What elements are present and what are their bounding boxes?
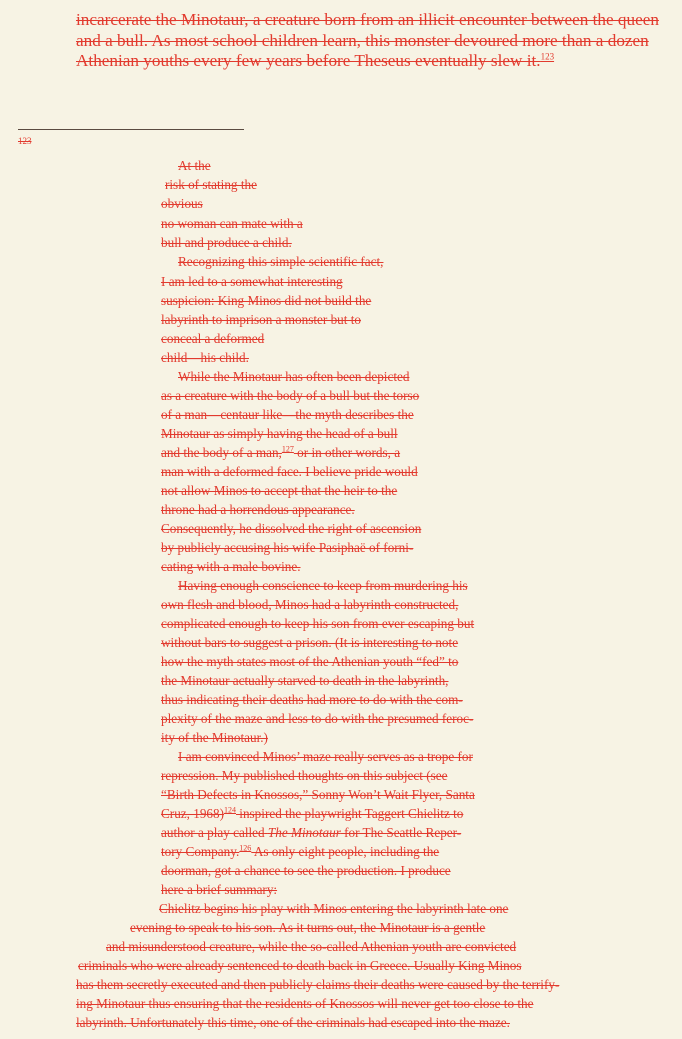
footnote-line: man with a deformed face. I believe pride would	[161, 464, 418, 479]
footnote-line: without bars to suggest a prison. (It is interesting to note	[161, 635, 459, 650]
footnote-line: Minotaur as simply having the head of a bull	[161, 426, 398, 441]
footnote-line: labyrinth to imprison a monster but to	[161, 312, 361, 327]
footnote-line: plexity of the maze and less to do with the presumed feroc-	[161, 711, 474, 726]
footnote-divider	[18, 129, 244, 130]
footnote-line: I am convinced Minos’ maze really serves as a trope for	[178, 749, 473, 764]
footnote-line: the Minotaur actually starved to death in the labyrinth,	[161, 673, 449, 688]
footnote-line: evening to speak to his son. As it turns out, the Minotaur is a gentle	[130, 920, 486, 935]
footnote-line: complicated enough to keep his son from ever escaping but	[161, 616, 475, 631]
line-text: author a play called	[161, 825, 265, 840]
footnote-line: ing Minotaur thus ensuring that the residents of Knossos will never get too close to the	[76, 996, 534, 1011]
play-title: The Minotaur	[267, 825, 341, 840]
footnote-number: 123	[18, 136, 32, 146]
line-text: or in other words, a	[293, 445, 401, 460]
footnote-line: criminals who were already sentenced to death back in Greece. Usually King Minos	[78, 958, 522, 973]
footnote-line: bull and produce a child.	[161, 235, 292, 250]
footnote-line: While the Minotaur has often been depicted	[178, 369, 410, 384]
footnote-line: repression. My published thoughts on this subject (see	[161, 768, 448, 783]
footnote-line: by publicly accusing his wife Pasiphaë of forni-	[161, 540, 414, 555]
footnote-line: ity of the Minotaur.)	[161, 730, 268, 745]
footnote-line: “Birth Defects in Knossos,” Sonny Won’t Wait Flyer, Santa	[161, 787, 475, 802]
line-text: inspired the playwright Taggert Chielitz to	[236, 806, 464, 821]
footnote-line: obvious	[161, 196, 203, 211]
footnote-line: how the myth states most of the Athenian youth “fed” to	[161, 654, 459, 669]
footnote-line: At the	[178, 158, 211, 173]
footnote-line: here a brief summary:	[161, 882, 278, 897]
footnote-line: cating with a male bovine.	[161, 559, 301, 574]
line-text: for The Seattle Reper-	[340, 825, 462, 840]
footnote-line: Recognizing this simple scientific fact,	[178, 254, 384, 269]
footnote-line: doorman, got a chance to see the production. I produce	[161, 863, 451, 878]
footnote-line: own flesh and blood, Minos had a labyrinth constructed,	[161, 597, 459, 612]
footnote-line: has them secretly executed and then publicly claims their deaths were caused by the terrify-	[76, 977, 560, 992]
line-text: Cruz, 1968)	[161, 806, 224, 821]
footnote-line: throne had a horrendous appearance.	[161, 502, 355, 517]
footnote-line: not allow Minos to accept that the heir to the	[161, 483, 398, 498]
footnote-ref: 126	[239, 843, 252, 853]
footnote-line: risk of stating the	[165, 177, 257, 192]
intro-paragraph	[76, 10, 660, 72]
footnote-ref: 124	[224, 805, 236, 815]
footnote-line: Consequently, he dissolved the right of ascension	[161, 521, 422, 536]
line-text: tory Company.	[161, 844, 240, 859]
footnote-line: Having enough conscience to keep from murdering his	[178, 578, 468, 593]
line-text: As only eight people, including the	[251, 844, 440, 859]
footnote-ref: 123	[540, 51, 555, 62]
footnote-line: and misunderstood creature, while the so-called Athenian youth are convicted	[106, 939, 517, 954]
footnote-line: I am led to a somewhat interesting	[161, 274, 343, 289]
footnote-line: Chielitz begins his play with Minos entering the labyrinth late one	[159, 901, 509, 916]
footnote-line	[161, 844, 439, 860]
footnote-line: labyrinth. Unfortunately this time, one of the criminals had escaped into the maze.	[76, 1015, 510, 1030]
footnote-line: conceal a deformed	[161, 331, 265, 346]
footnote-line: child—his child.	[161, 350, 249, 365]
footnote-line	[161, 825, 461, 841]
footnote-line: thus indicating their deaths had more to do with the com-	[161, 692, 463, 707]
footnote-ref: 127	[281, 444, 294, 454]
footnote-line: no woman can mate with a	[161, 216, 303, 231]
line-text: and the body of a man,	[161, 445, 282, 460]
footnote-line	[161, 806, 463, 822]
footnote-line: suspicion: King Minos did not build the	[161, 293, 372, 308]
footnote-line: as a creature with the body of a bull but the torso	[161, 388, 420, 403]
footnote-line: of a man—centaur like—the myth describes the	[161, 407, 414, 422]
intro-text: incarcerate the Minotaur, a creature born from an illicit encounter between the queen and a bull. As most school children learn, this monster devoured more than a dozen Athenian youths every few years before Theseus eventually slew it.	[76, 10, 659, 70]
footnote-line	[161, 445, 400, 461]
